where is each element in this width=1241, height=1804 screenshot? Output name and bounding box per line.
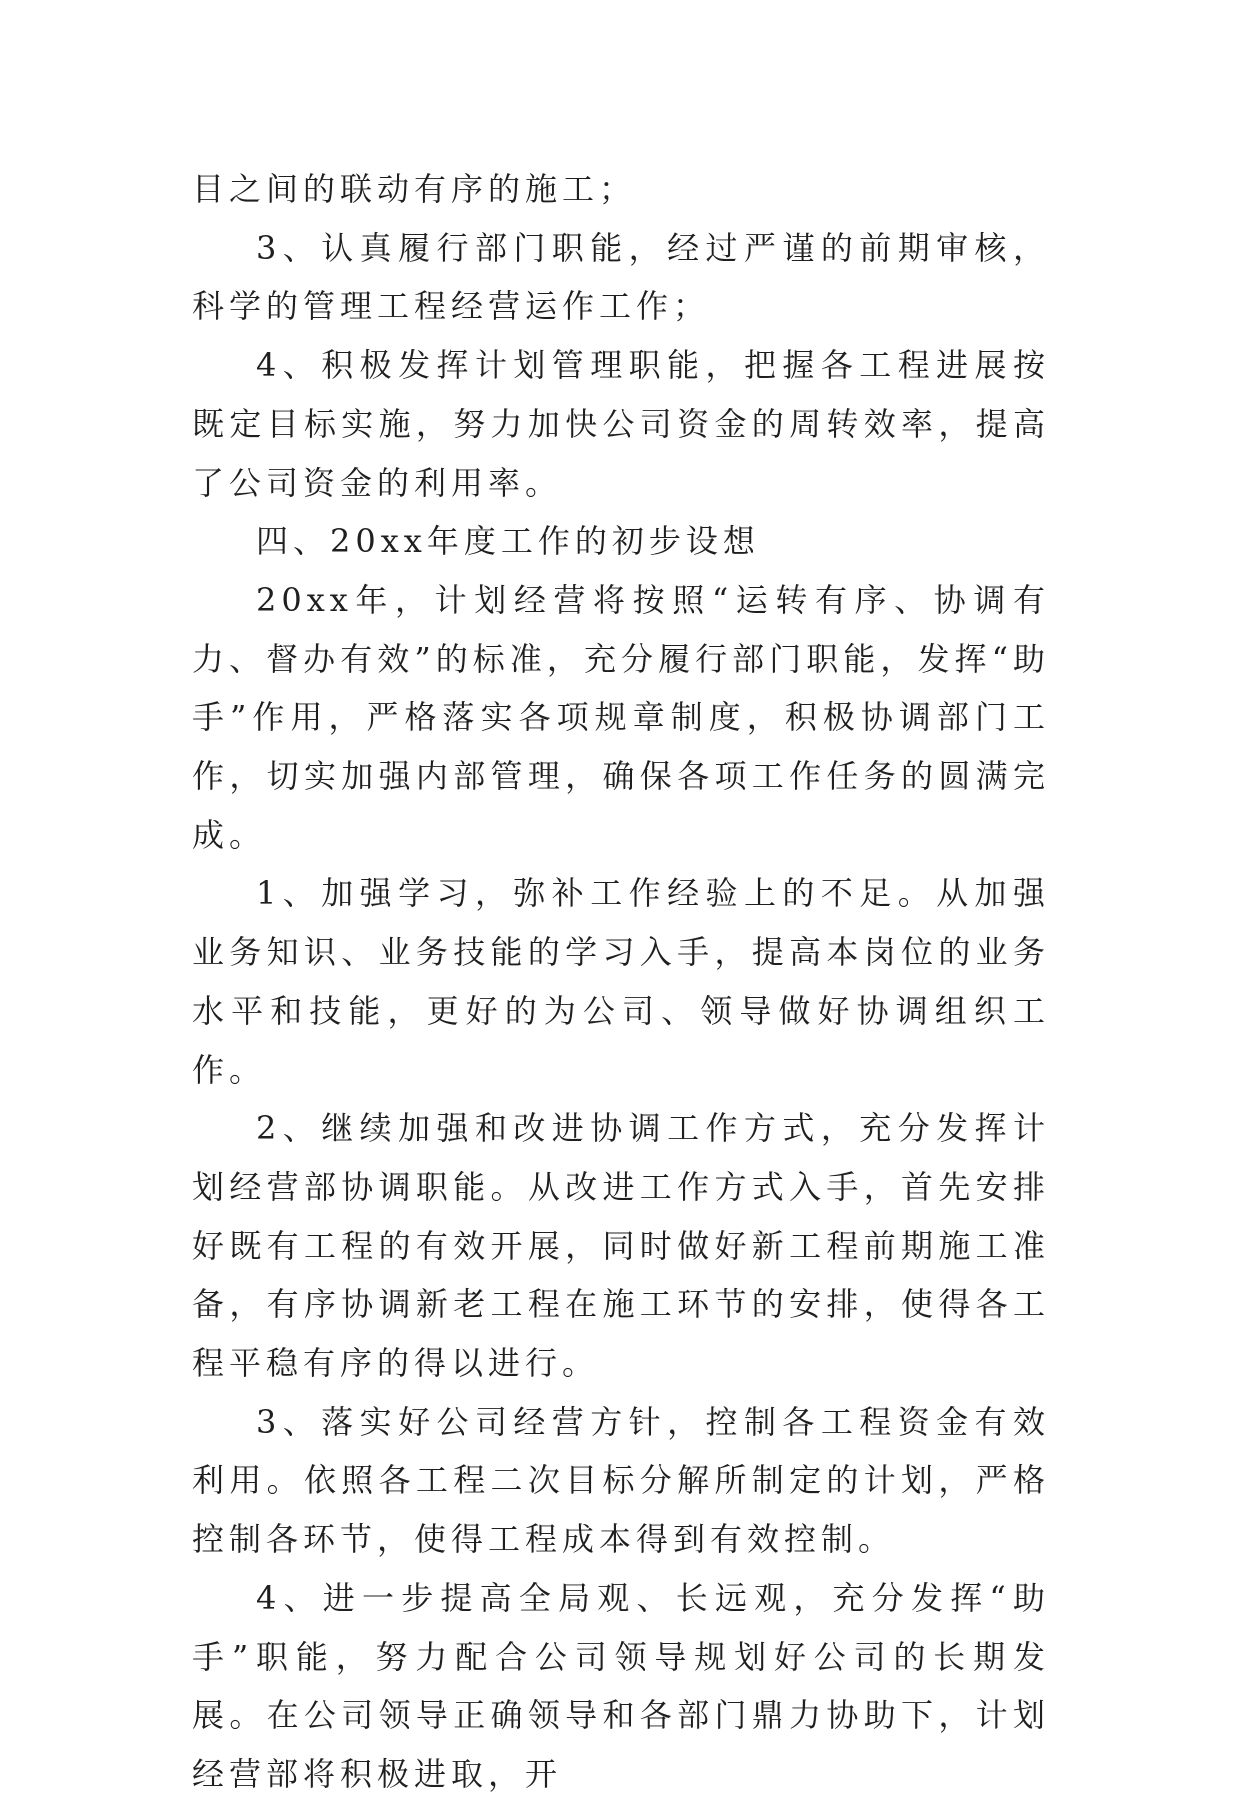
paragraph-plan-3: 3、落实好公司经营方针，控制各工程资金有效利用。依照各工程二次目标分解所制定的计划，严格控制各环节，使得工程成本得到有效控制。 xyxy=(192,1402,1050,1559)
paragraph-item-4-planning: 4、积极发挥计划管理职能，把握各工程进展按既定目标实施，努力加快公司资金的周转效率，提高了公司资金的利用率。 xyxy=(192,346,1050,502)
paragraph-continuation: 目之间的联动有序的施工； xyxy=(192,170,637,208)
paragraph-plan-1: 1、加强学习，弥补工作经验上的不足。从加强业务知识、业务技能的学习入手，提高本岗位的业务水平和技能，更好的为公司、领导做好协调组织工作。 xyxy=(192,874,1050,1089)
section-heading: 四、20xx年度工作的初步设想 xyxy=(256,522,760,561)
paragraph-item-3-performance: 3、认真履行部门职能，经过严谨的前期审核，科学的管理工程经营运作工作； xyxy=(192,228,1050,326)
paragraph-plan-2: 2、继续加强和改进协调工作方式，充分发挥计划经营部协调职能。从改进工作方式入手，首先安排好既有工程的有效开展，同时做好新工程前期施工准备，有序协调新老工程在施工环节的安排，使得各工程平稳有序的得以进行。 xyxy=(192,1109,1050,1383)
document-page xyxy=(192,160,1050,1804)
paragraph-intro: 20xx年，计划经营将按照“运转有序、协调有力、督办有效”的标准，充分履行部门职能，发挥“助手”作用，严格落实各项规章制度，积极协调部门工作，切实加强内部管理，确保各项工作任务的圆满完成。 xyxy=(192,580,1050,854)
paragraph-plan-4: 4、进一步提高全局观、长远观，充分发挥“助手”职能，努力配合公司领导规划好公司的长期发展。在公司领导正确领导和各部门鼎力协助下，计划经营部将积极进取，开 xyxy=(192,1578,1050,1793)
